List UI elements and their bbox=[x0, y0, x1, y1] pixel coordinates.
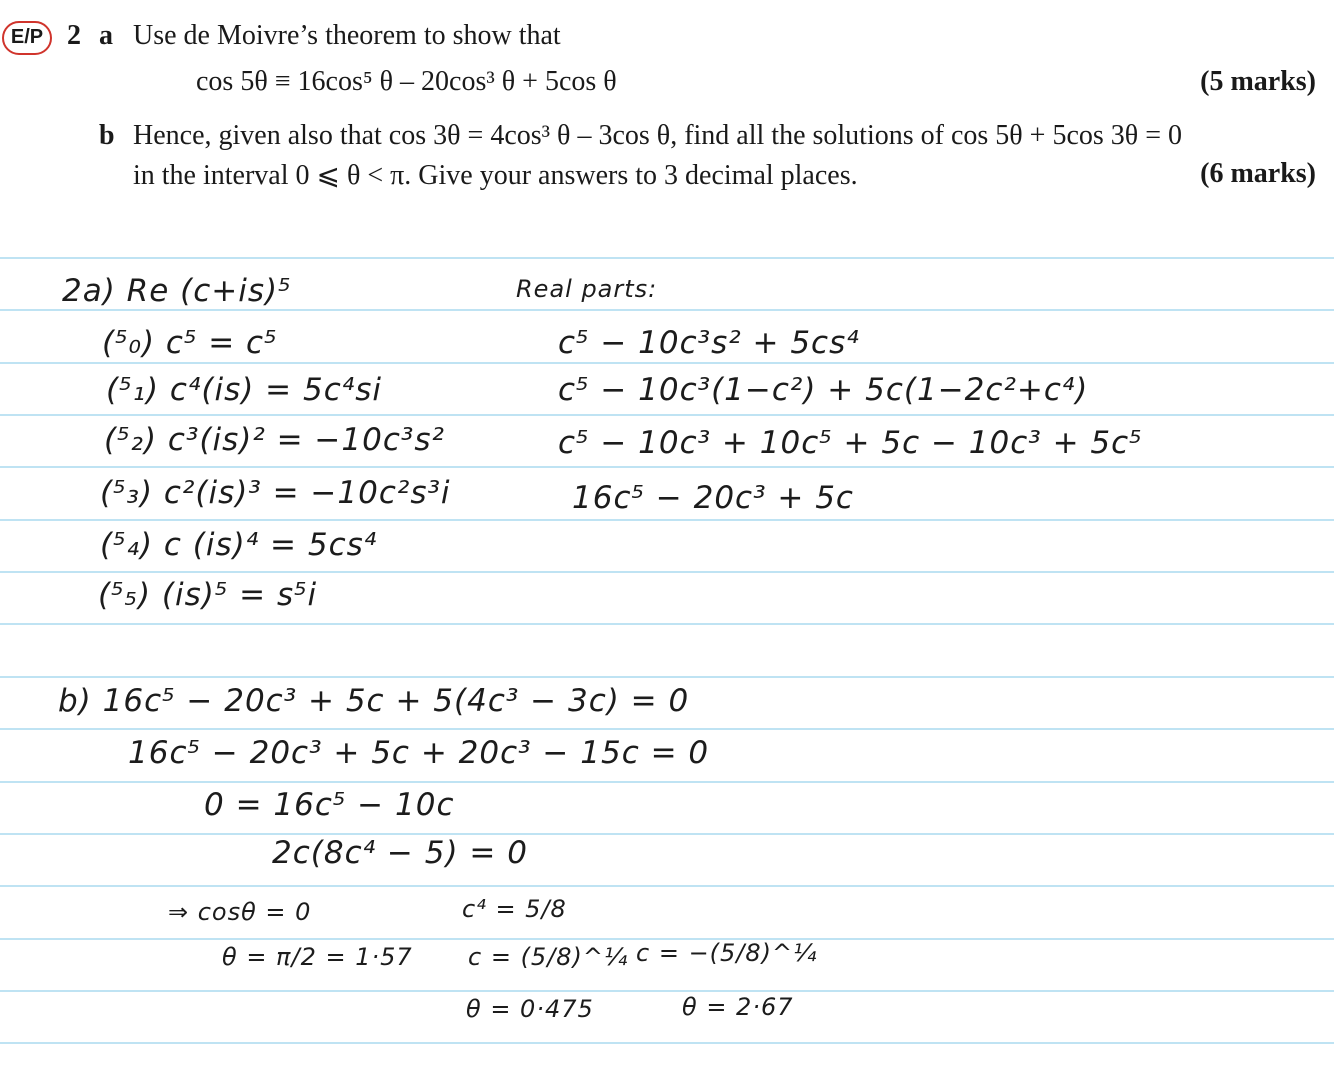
answer-theta-2: θ = 2·67 bbox=[682, 993, 794, 1021]
printed-question bbox=[0, 0, 1334, 215]
part-a-marks: (5 marks) bbox=[1200, 66, 1316, 97]
real-parts-line-2: c⁵ − 10c³ + 10c⁵ + 5c − 10c³ + 5c⁵ bbox=[558, 425, 1143, 461]
working-b-line-1: 16c⁵ − 20c³ + 5c + 20c³ − 15c = 0 bbox=[128, 735, 710, 771]
part-a-label: a bbox=[99, 20, 113, 51]
lined-paper-working bbox=[0, 215, 1334, 1067]
part-a-prompt: Use de Moivre’s theorem to show that bbox=[133, 20, 561, 51]
case-cos-zero: ⇒ cosθ = 0 bbox=[168, 898, 312, 926]
answer-theta-1: θ = 0·475 bbox=[466, 995, 594, 1023]
question-number: 2 bbox=[67, 20, 81, 51]
working-b-line-0: b) 16c⁵ − 20c³ + 5c + 5(4c³ − 3c) = 0 bbox=[58, 683, 690, 719]
expansion-term-3: (⁵₃) c²(is)³ = −10c²s³i bbox=[100, 475, 451, 511]
expansion-term-4: (⁵₄) c (is)⁴ = 5cs⁴ bbox=[100, 527, 378, 563]
exam-practice-badge: E/P bbox=[2, 21, 52, 55]
real-parts-heading: Real parts: bbox=[516, 275, 658, 303]
case-c-positive: c = (5/8)^¼ bbox=[468, 943, 629, 971]
expansion-term-1: (⁵₁) c⁴(is) = 5c⁴si bbox=[106, 372, 382, 408]
expansion-term-5: (⁵₅) (is)⁵ = s⁵i bbox=[98, 577, 318, 613]
real-parts-line-3: 16c⁵ − 20c³ + 5c bbox=[572, 480, 854, 516]
real-parts-line-1: c⁵ − 10c³(1−c²) + 5c(1−2c²+c⁴) bbox=[558, 372, 1089, 408]
expansion-term-0: (⁵₀) c⁵ = c⁵ bbox=[102, 325, 278, 361]
working-b-line-2: 0 = 16c⁵ − 10c bbox=[204, 787, 455, 823]
working-b-line-3: 2c(8c⁴ − 5) = 0 bbox=[272, 835, 528, 871]
case-c4: c⁴ = 5/8 bbox=[462, 895, 567, 923]
part-b-line-1: Hence, given also that cos 3θ = 4cos³ θ – 3cos θ, find all the solutions of cos 5θ + 5cos 3θ = 0 bbox=[133, 120, 1183, 151]
part-a-identity: cos 5θ ≡ 16cos⁵ θ – 20cos³ θ + 5cos θ bbox=[196, 66, 617, 97]
part-b-label: b bbox=[99, 120, 115, 151]
real-parts-line-0: c⁵ − 10c³s² + 5cs⁴ bbox=[558, 325, 860, 361]
expansion-term-2: (⁵₂) c³(is)² = −10c³s² bbox=[104, 422, 445, 458]
working-a-heading: 2a) Re (c+is)⁵ bbox=[62, 273, 292, 309]
case-cos-zero-solution: θ = π/2 = 1·57 bbox=[222, 943, 413, 971]
case-c-negative: c = −(5/8)^¼ bbox=[636, 939, 818, 967]
part-b-line-2: in the interval 0 ⩽ θ < π. Give your answers to 3 decimal places. bbox=[133, 160, 858, 191]
part-b-marks: (6 marks) bbox=[1200, 158, 1316, 189]
